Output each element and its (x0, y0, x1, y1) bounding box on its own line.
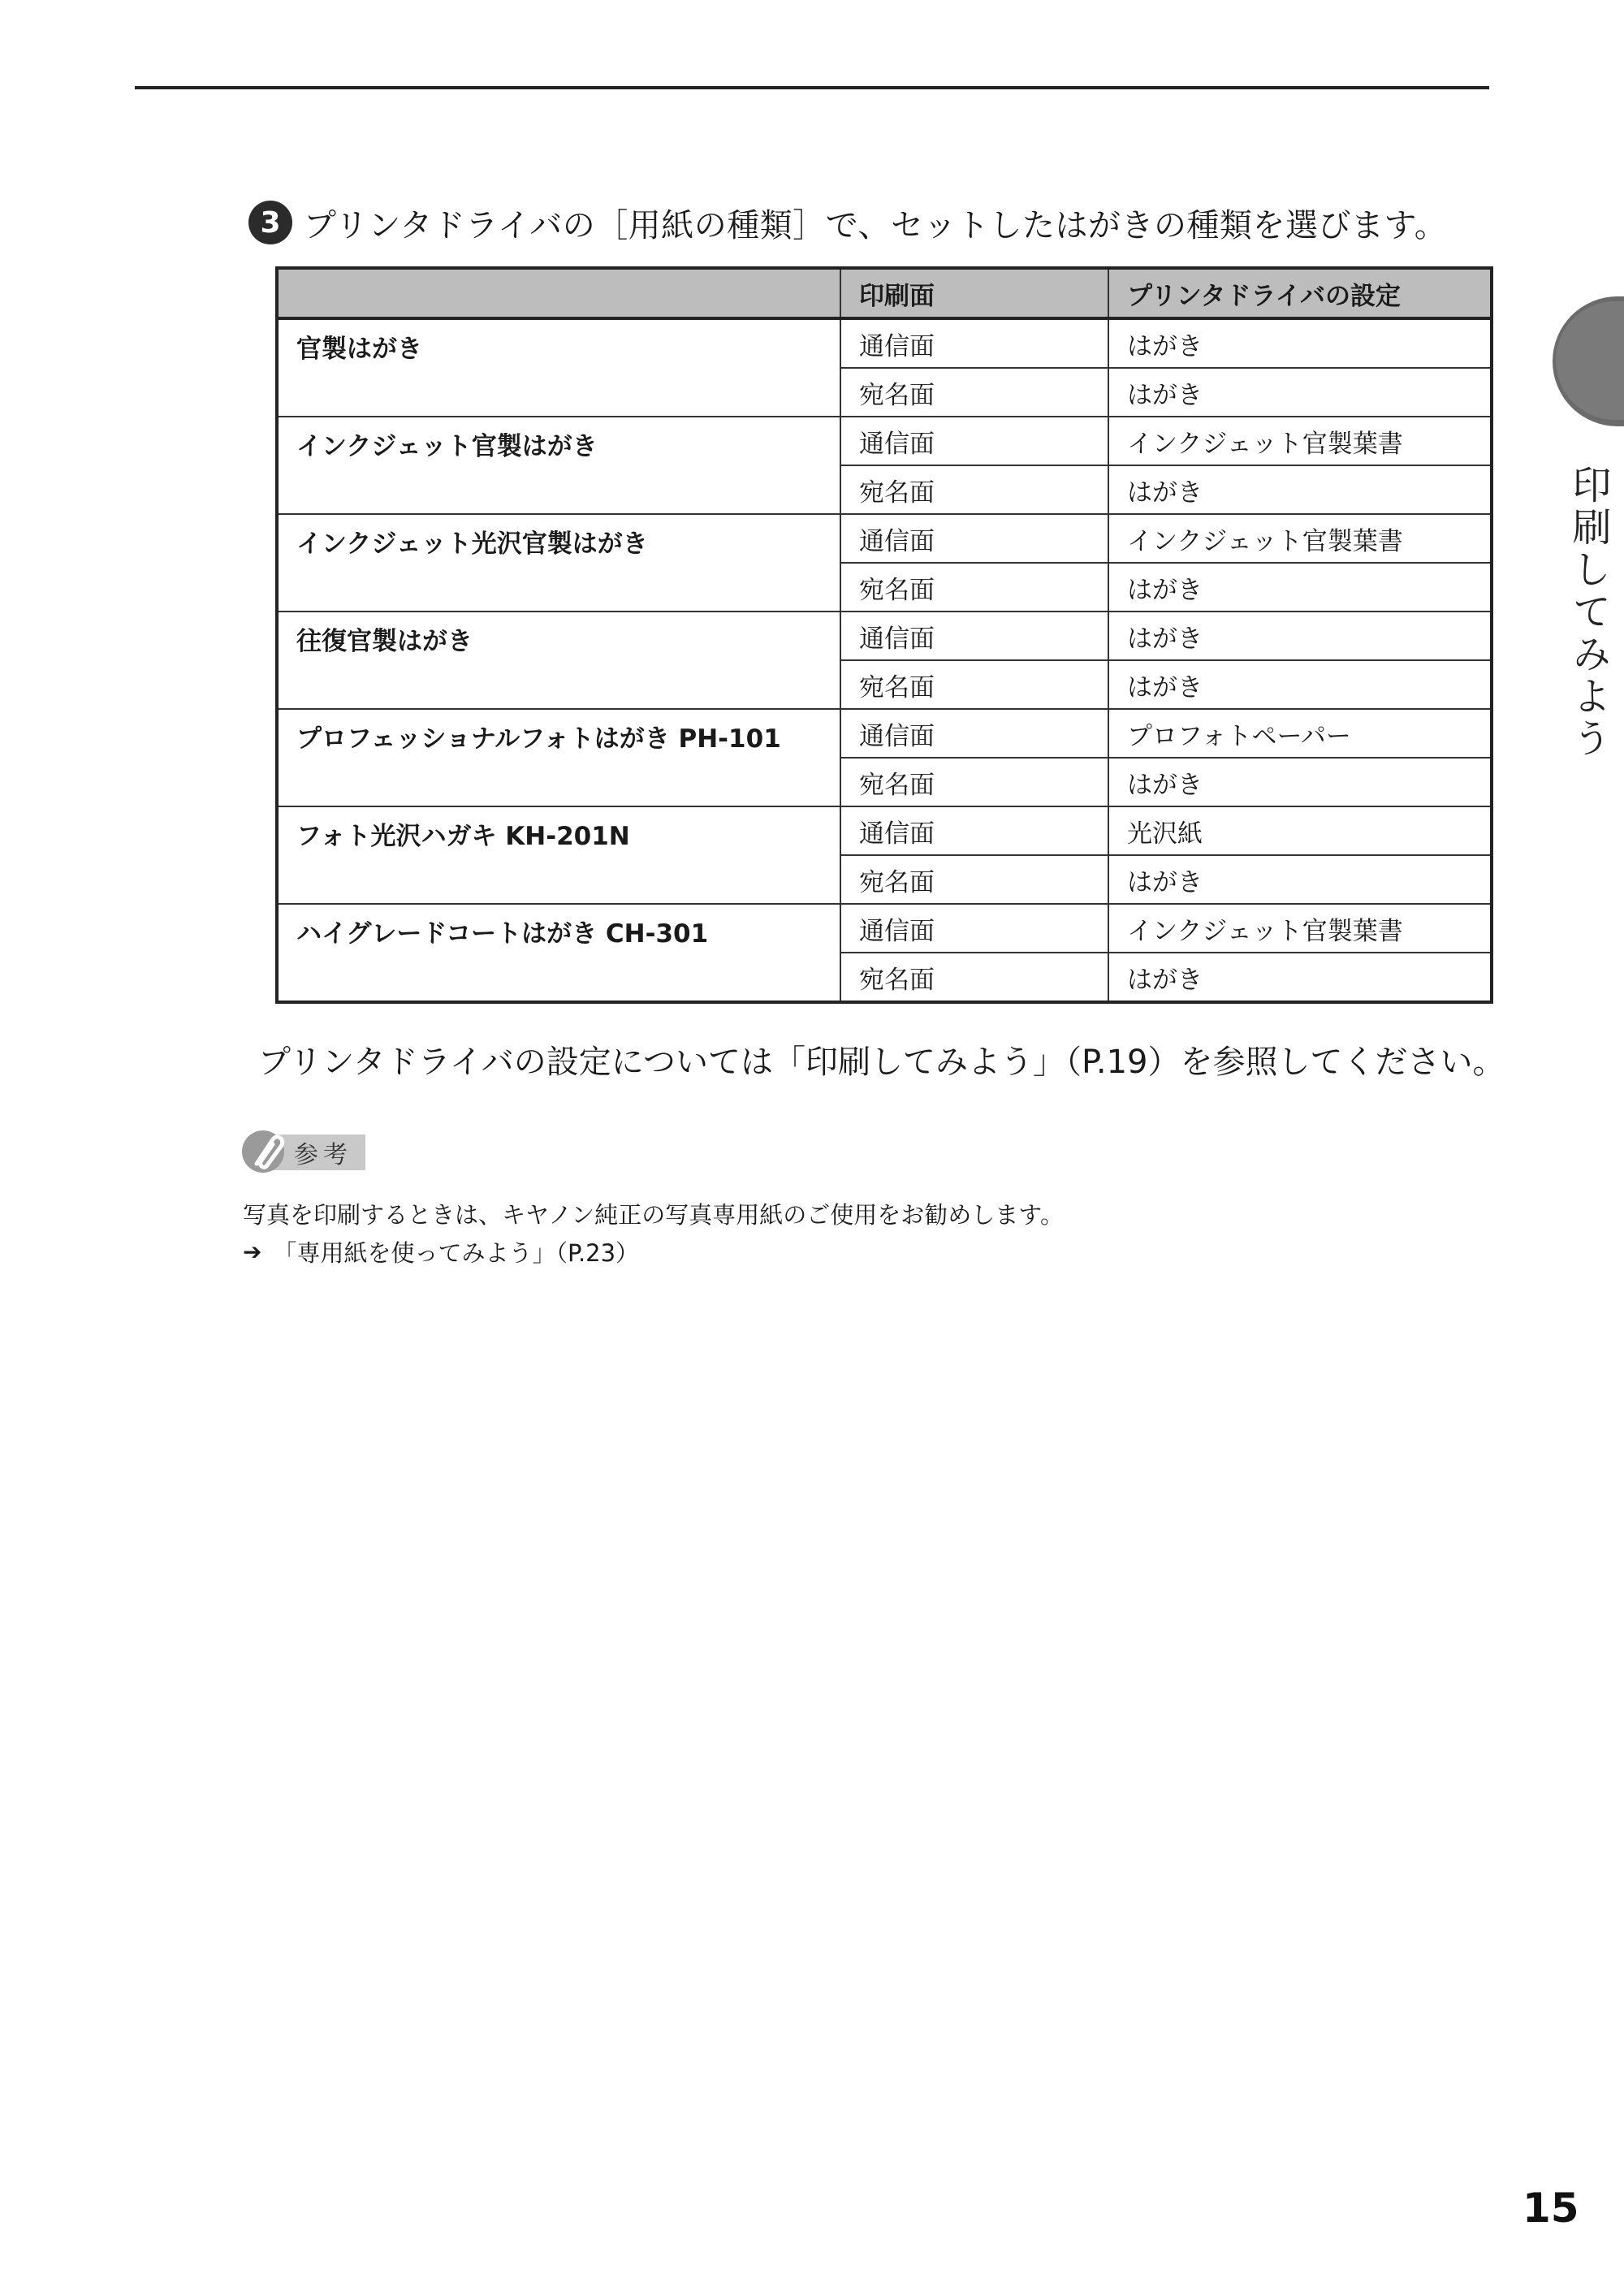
reference-badge (240, 1125, 370, 1175)
side-cell: 宛名面 (840, 368, 1108, 417)
side-chapter-label: 印刷してみよう (1566, 465, 1611, 760)
table-row (277, 318, 1492, 368)
setting-cell: 光沢紙 (1108, 806, 1492, 855)
setting-cell: インクジェット官製葉書 (1108, 417, 1492, 465)
side-cell: 宛名面 (840, 465, 1108, 514)
table-header-driver-setting: プリンタドライバの設定 (1108, 268, 1492, 318)
setting-cell: インクジェット官製葉書 (1108, 904, 1492, 953)
table-row (277, 709, 1492, 758)
side-cell: 通信面 (840, 514, 1108, 563)
setting-cell: プロフォトペーパー (1108, 709, 1492, 758)
side-cell: 通信面 (840, 612, 1108, 660)
page-number: 15 (1522, 2185, 1579, 2232)
side-cell: 通信面 (840, 318, 1108, 368)
step-text: プリンタドライバの［用紙の種類］で、セットしたはがきの種類を選びます。 (304, 206, 1448, 244)
setting-cell: はがき (1108, 465, 1492, 514)
table-row (277, 904, 1492, 953)
side-cell: 通信面 (840, 904, 1108, 953)
paper-type-table (275, 266, 1493, 1004)
paper-name-cell: 往復官製はがき (277, 612, 840, 709)
paper-name-cell: プロフェッショナルフォトはがき PH-101 (277, 709, 840, 806)
setting-cell: はがき (1108, 318, 1492, 368)
step-instruction (248, 196, 1447, 249)
setting-cell: はがき (1108, 660, 1492, 709)
paperclip-icon (240, 1125, 297, 1175)
side-cell: 宛名面 (840, 563, 1108, 612)
paper-name-cell: インクジェット光沢官製はがき (277, 514, 840, 612)
driver-setting-note: プリンタドライバの設定については「印刷してみよう」（P.19）を参照してください。 (258, 1044, 1505, 1081)
setting-cell: はがき (1108, 758, 1492, 806)
step-number-badge: 3 (248, 201, 292, 244)
table-row (277, 514, 1492, 563)
reference-link-text[interactable]: 「専用紙を使ってみよう」（P.23） (273, 1239, 640, 1267)
side-cell: 通信面 (840, 417, 1108, 465)
table-header-row (277, 268, 1492, 318)
table-row (277, 806, 1492, 855)
setting-cell: はがき (1108, 953, 1492, 1002)
table-header-side: 印刷面 (840, 268, 1108, 318)
side-chapter-tab-highlight (1556, 301, 1624, 420)
side-cell: 宛名面 (840, 855, 1108, 904)
paper-name-cell: インクジェット官製はがき (277, 417, 840, 514)
paper-name-cell: フォト光沢ハガキ KH-201N (277, 806, 840, 904)
setting-cell: はがき (1108, 855, 1492, 904)
side-cell: 宛名面 (840, 953, 1108, 1002)
setting-cell: インクジェット官製葉書 (1108, 514, 1492, 563)
table-header-paper (277, 268, 840, 318)
paper-name-cell: ハイグレードコートはがき CH-301 (277, 904, 840, 1002)
setting-cell: はがき (1108, 368, 1492, 417)
paper-name-cell: 官製はがき (277, 318, 840, 417)
side-cell: 宛名面 (840, 758, 1108, 806)
reference-text: 写真を印刷するときは、キヤノン純正の写真専用紙のご使用をお勧めします。 (243, 1201, 1064, 1229)
table-row (277, 417, 1492, 465)
table-row (277, 612, 1492, 660)
setting-cell: はがき (1108, 563, 1492, 612)
setting-cell: はがき (1108, 612, 1492, 660)
reference-link[interactable] (243, 1235, 639, 1269)
side-cell: 通信面 (840, 806, 1108, 855)
side-cell: 通信面 (840, 709, 1108, 758)
reference-badge-label: 参考 (270, 1135, 365, 1170)
side-cell: 宛名面 (840, 660, 1108, 709)
top-rule (135, 86, 1489, 89)
arrow-right-icon: ➔ (243, 1238, 262, 1265)
